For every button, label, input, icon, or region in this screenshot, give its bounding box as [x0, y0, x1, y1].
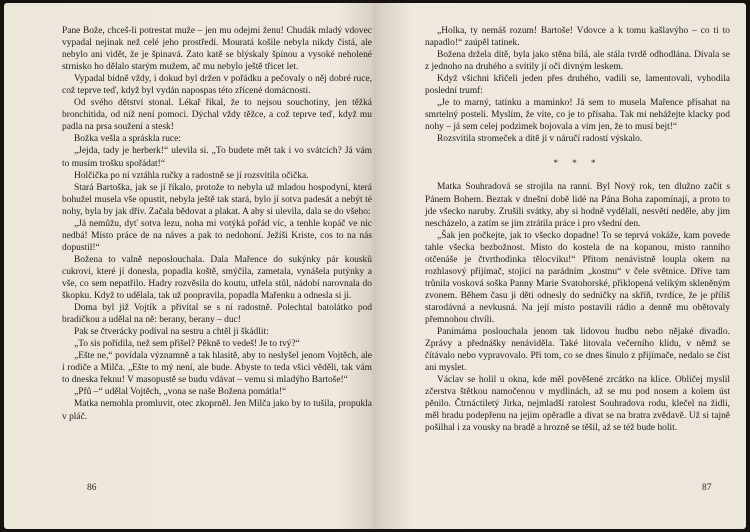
paragraph: Matka Souhradová se strojila na ranní. Byl Nový rok, ten dlužno začít s Pánem Bohem. Beztak v dnešní době lidé na Pána Boha zapomínají, a proto to jde všecko naruby. Zrušili svátky, aby si hodně vydělali, nesvětí neděle, aby jim nescházelo, a zatím se jim ztrátila práce i pro všední den.: [425, 182, 730, 229]
section-break: * * *: [553, 158, 602, 169]
book-spread: [4, 3, 746, 529]
paragraph: Božena držela dítě, byla jako stěna bílá, ale stála tvrdě odhodlána. Dívala se z jednoho na druhého a svítily jí oči divným leskem.: [425, 50, 730, 73]
paragraph: Božka vešla a spráskla ruce:: [74, 134, 181, 145]
page-number-right: 87: [702, 483, 712, 493]
paragraph: Stará Bartoška, jak se jí říkalo, protože to nebyla už mladou hospodyní, která bohužel musela vše opustit, nebyla ještě tak stará, bylo jí sotva padesát a nebýt té nohy, byla by jak dřív. Začala bědovat a plakat. A aby si ulevila, dala se do všeho:: [62, 182, 372, 217]
right-page: [425, 25, 730, 434]
paragraph: Doma byl již Vojtík a přivítal se s ní radostně. Polechtal batolátko pod bradičkou a udělal na ně: berany, berany – duc!: [62, 303, 372, 326]
paragraph: „Ešte ne,“ povídala významně a tak hlasitě, aby to neslyšel jenom Vojtěch, ale i rodiče a Milča. „Ešte to mý není, ale bude. Abyste to teda všici věděli, tak vám to dneska řeknu! V masopustě se budu vdávat – vemu si mladýho Bartoše!“: [62, 351, 372, 386]
paragraph: Pak se čtverácky podíval na sestru a chtěl ji škádlit:: [74, 327, 269, 338]
paragraph: „Je to marný, tatínku a maminko! Já sem to musela Mařence přísahat na smrtelný posteli. Myslím, že víte, co je to přísaha. Tak mi nehážejte klacky pod nohy – já sem celej podzimek bojovala a vím jen, že to musí bejt!“: [425, 98, 730, 133]
paragraph: Božena to valně neposlouchala. Dala Mařence do sukýnky pár kousků cukroví, které jí donesla, popadla koště, smýčila, zametala, vynášela putýnky a vše, co sem nepatřilo. Hadry rozvěsila do koutu, utřela stůl, nádobí narovnala do škopku. Když to udělala, tak už poopravila, popadla Mařenku a odnesla si ji.: [62, 254, 372, 302]
left-page: [62, 25, 372, 423]
paragraph: Matka nemohla promluvit, otec zkoprněl. Jen Milča jako by to tušila, propukla v pláč.: [62, 399, 372, 422]
paragraph: Holčička po ní vztáhla ručky a radostně se jí rozsvítila očička.: [74, 170, 309, 181]
paragraph: „Jejda, tady je herberk!“ ulevila si. „To budete mět tak i vo svátcích? Já vám to musím trošku spořádat!“: [62, 146, 372, 169]
paragraph: Od svého dětství stonal. Lékař říkal, že to nejsou souchotiny, jen těžká bronchitida, od níž není pomoci. Dýchal vždy těžce, a což teprve teď, když mu padla na prsa soužení a stesk!: [62, 98, 372, 133]
paragraph: Rozsvítila stromeček a dítě jí v náručí radostí výskalo.: [437, 134, 643, 145]
paragraph: „Já nemůžu, dyť sotva lezu, noha mi votýká pořád víc, a tenhle kopáč ve nic nedbá! Místo práce de na náves a pak to nedohoní. Ježíši Kriste, cos to na nás dopustil!“: [62, 218, 372, 253]
paragraph: „Šak jen počkejte, jak to všecko dopadne! To se teprvá vokáže, kam povede tahle všecka bezbožnost. Místo do kostela de na kopanou, místo ranního otčenáše je čtvrthodinka tělocviku!“ Přitom nenávistně loupla okem na rozhlasový přijímač, stojící na parádním „kostnu“ v čele světnice. Dříve tam trůnila vosková soška Panny Marie Svatohorské, přiklopená velikým skleněným zvonem. Během času ji děti odnesly do sedničky na skříň, tvrdíce, že je příliš starodávná a nevkusná. Na její místo postavili rádio a denně mu obětovaly přemnohou chvíli.: [425, 230, 730, 325]
page-number-left: 86: [87, 483, 97, 493]
paragraph: „Holka, ty nemáš rozum! Bartoše! Vdovce a k tomu kašlavýho – co ti to napadlo!“ zaúpěl tatínek.: [425, 26, 730, 49]
paragraph: Panímáma poslouchala jenom tak lidovou hudbu nebo nějaké divadlo. Zprávy a přednášky nenáviděla. Také litovala večerního klidu, v němž se čítávalo nebo vypravovalo. Při tom, co se dnes šinulo z přijímače, nedalo se číst ani myslet.: [425, 327, 730, 374]
paragraph: „To sis pořídila, než sem přišel? Pěkně to vedeš! Je to tvý?“: [74, 339, 300, 350]
paragraph: Václav se holil u okna, kde měl pověšené zrcátko na klice. Obličej myslil zčerstva štětkou namočenou v mydlinách, až se mu pod nosem a kolem úst pěnilo. Čtrnáctiletý Jirka, nejmladší ratolest Souhradova rodu, klečel na židli, měl bradu podepřenu na jejím opěradle a dívat se na bratra zvědavě. Už si tajně pošilhal i za vousky na bradě a hrozně se těšil, až se též bude holit.: [425, 375, 730, 434]
paragraph: Vypadal bídně vždy, i dokud byl držen v pořádku a pečovaly o něj dobré ruce, což teprve teď, když byl vydán napospas této zřícené domácnosti.: [62, 74, 372, 97]
paragraph: Pane Bože, chceš-li potrestat muže – jen mu odejmi ženu! Chudák mladý vdovec vypadal nejinak než celé jeho prostředí. Mouratá košile nebyla nikdy čistá, ale nebylo ani vidět, že je špinavá. Zato katě se blýskaly špínou a vysoké neholené strnisko ho dělalo starým mužem, ač mu nebylo ještě třicet let.: [62, 26, 372, 73]
paragraph: „Pfů –“ udělal Vojtěch, „vona se naše Božena pomátla!“: [74, 387, 287, 398]
paragraph: Když všichni křičeli jeden přes druhého, vadili se, lamentovali, vyhodila poslední trumf:: [425, 74, 730, 97]
